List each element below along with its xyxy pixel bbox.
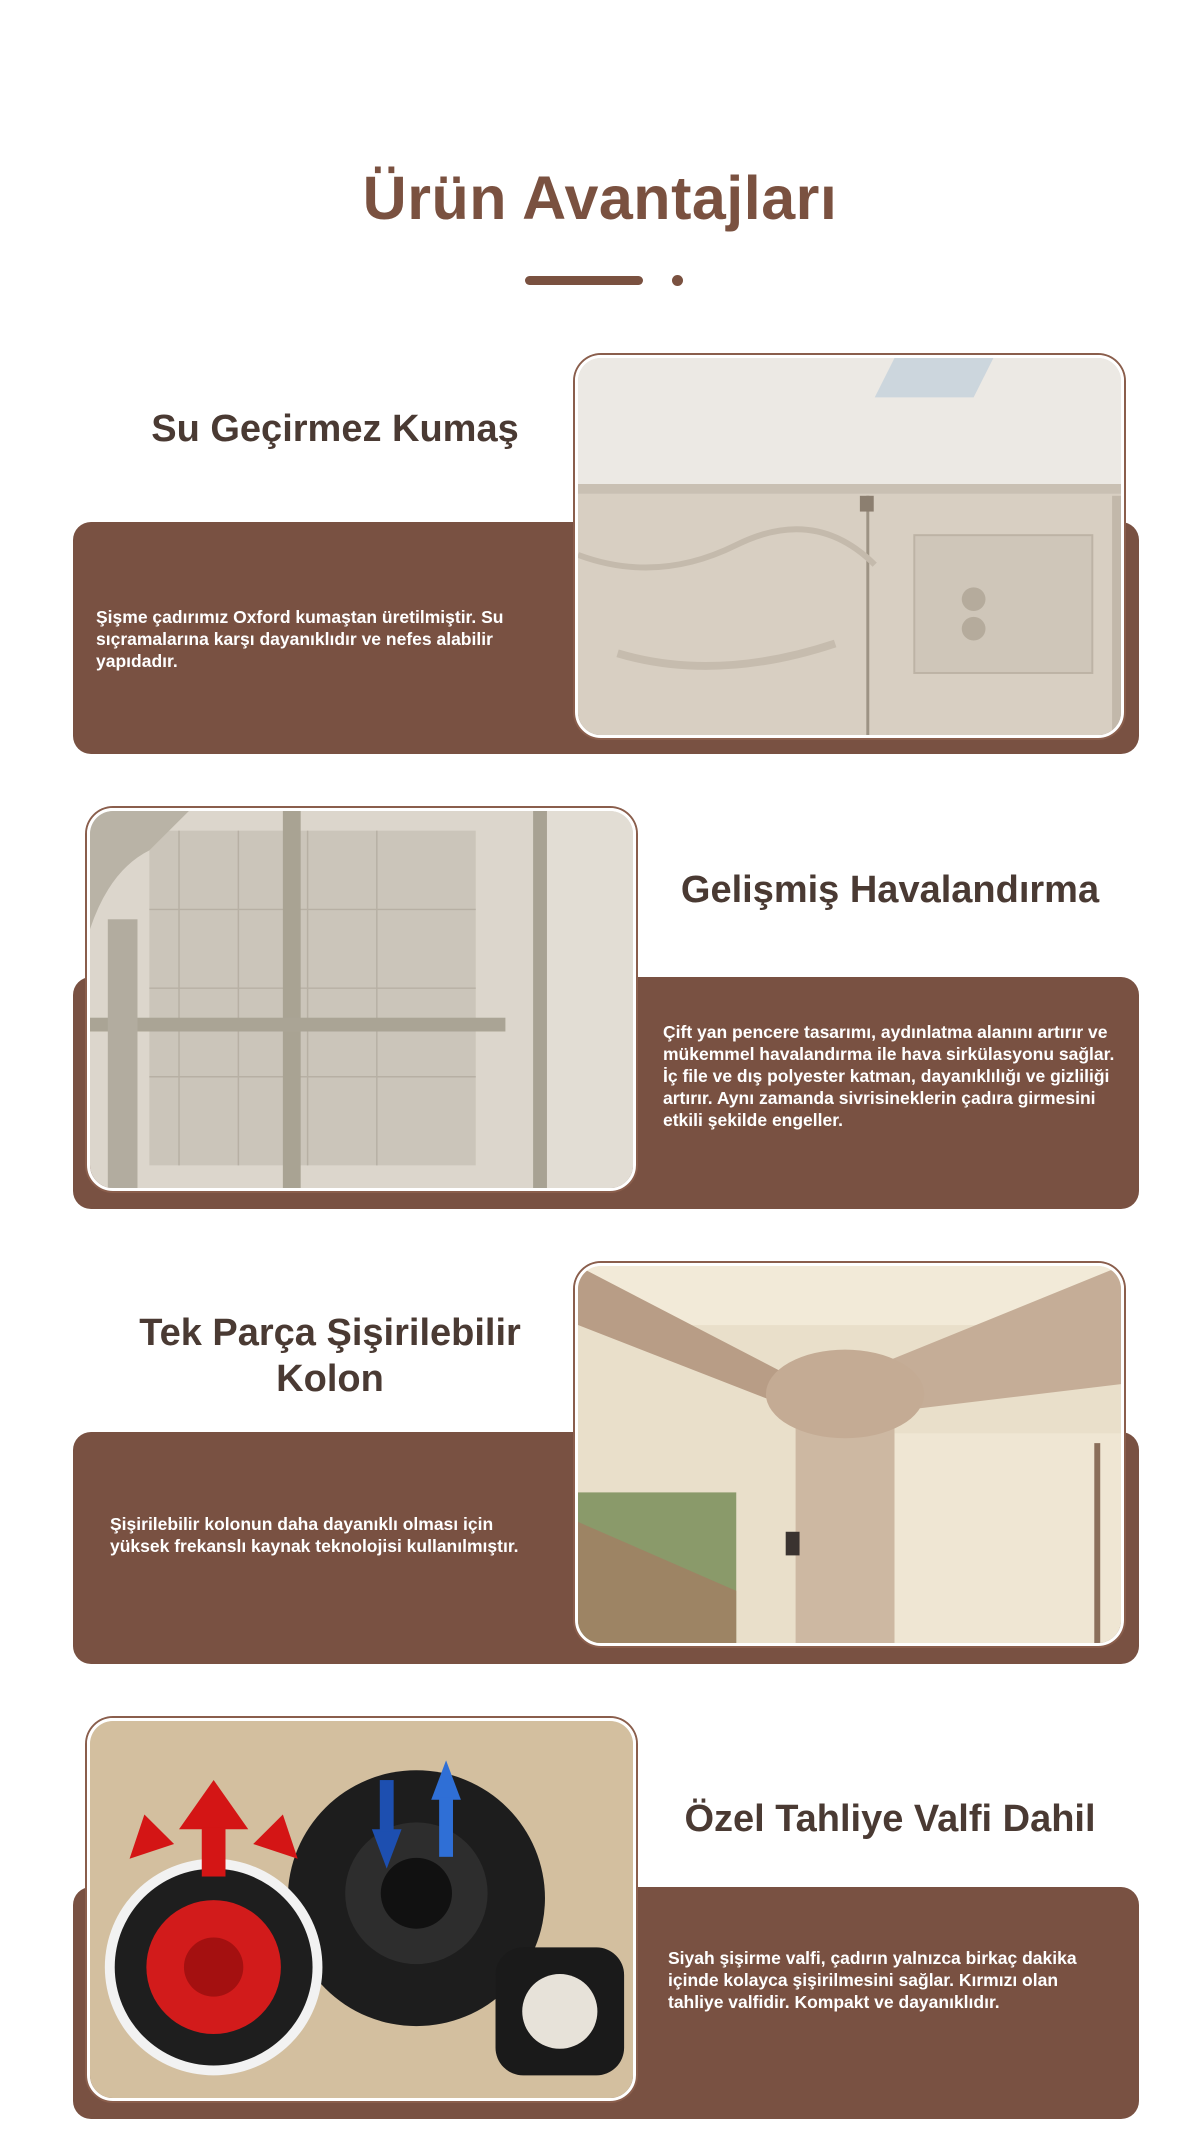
feature-description: Şişme çadırımız Oxford kumaştan üretilmiştir. Su sıçramalarına karşı dayanıklıdır ve nefes alabilir yapıdadır. [96, 607, 504, 671]
feature-heading: Özel Tahliye Valfi Dahil [684, 1798, 1096, 1840]
feature-description: Siyah şişirme valfi, çadırın yalnızca birkaç dakika içinde kolayca şişirilmesini sağlar. Kırmızı olan tahliye valfidir. Kompakt ve dayanıklıdır. [668, 1948, 1077, 2012]
inflatable-column-photo [575, 1263, 1124, 1646]
inflation-deflation-valve-photo [87, 1718, 636, 2101]
page-title: Ürün Avantajları [362, 164, 838, 232]
feature-description: Şişirilebilir kolonun daha dayanıklı olması için yüksek frekanslı kaynak teknolojisi kullanılmıştır. [110, 1514, 519, 1556]
feature-description: Çift yan pencere tasarımı, aydınlatma alanını artırır ve mükemmel havalandırma ile hava sirkülasyonu sağlar. İç file ve dış polyester katman, dayanıklılığı ve gizliliği artırır. Aynı zamanda sivrisineklerin çadıra girmesini etkili şekilde engeller. [663, 1022, 1115, 1130]
feature-heading: Gelişmiş Havalandırma [680, 869, 1100, 911]
tent-mesh-window-photo [87, 808, 636, 1191]
title-divider-dash [525, 276, 643, 285]
feature-heading: Tek Parça Şişirilebilir Kolon [139, 1312, 521, 1400]
title-divider-dot [672, 275, 683, 286]
feature-heading: Su Geçirmez Kumaş [151, 408, 519, 450]
tent-door-fabric-photo [575, 355, 1124, 738]
